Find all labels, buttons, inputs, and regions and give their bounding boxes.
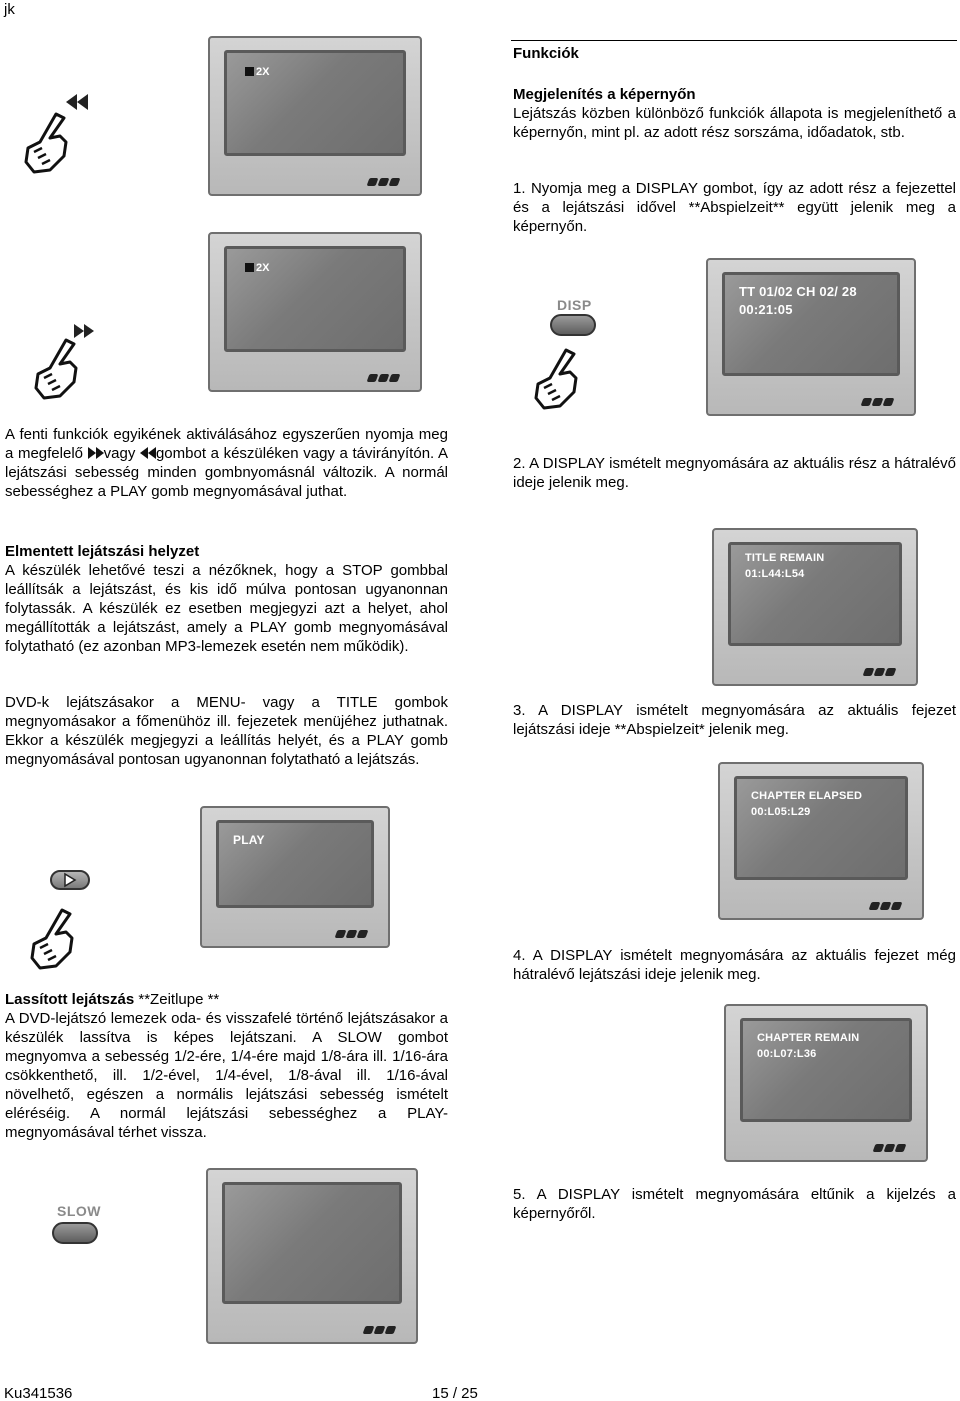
tv-monitor-title-remain [712,528,918,686]
osd-time: 00:21:05 [739,302,793,317]
play-button[interactable] [50,870,90,890]
footer-page-number: 15 / 25 [432,1385,478,1401]
menu-paragraph: DVD-k lejátszásakor a MENU- vagy a TITLE gombok megnyomásakor a főmenühöz ill. fejezetek menüjéhez juthatnak. Ekkor a készülék megjegyzi a leállítás helyét, és a PLAY gomb megnyomásával pontosan ugyanonnan folytatható a lejátszás. [5,694,448,768]
osd-title-chapter: TT 01/02 CH 02/ 28 [739,284,857,299]
slow-section-title: Lassított lejátszás **Zeitlupe ** [5,991,220,1008]
tv-monitor-chapter-remain [724,1004,928,1162]
hand-pointer-icon [30,338,88,400]
tv-screen [740,1018,912,1122]
step-5-text: 5. A DISPLAY ismételt megnyomására eltűnik a kijelzés a képernyőről. [513,1186,956,1222]
tv-buttons [368,368,404,378]
header-corner-text: jk [4,1,15,18]
tv-buttons [862,392,898,402]
tv-monitor-chapter-elapsed [718,762,924,920]
step-4-text: 4. A DISPLAY ismételt megnyomására az aktuális fejezet még hátralévő lejátszási ideje jelenik meg. [513,947,956,983]
osd-title-remain-time: 01:L44:L54 [745,568,805,580]
tv-buttons [364,1320,400,1330]
slow-button-label: SLOW [57,1203,101,1219]
fast-forward-icon [88,447,104,459]
osd-chapter-remain-time: 00:L07:L36 [757,1048,817,1060]
osd-chapter-remain-label: CHAPTER REMAIN [757,1032,860,1044]
osd-chapter-elapsed-time: 00:L05:L29 [751,806,811,818]
fast-forward-icon [74,324,94,338]
rewind-icon [140,447,156,459]
tv-buttons [336,924,372,934]
tv-buttons [368,172,404,182]
step-1-text: 1. Nyomja meg a DISPLAY gombot, így az adott rész a fejezettel és a lejátszási idővel **Abspielzeit** együtt jelenik meg a képernyőn. [513,180,956,235]
intro-paragraph: Lejátszás közben különböző funkciók állapota is megjeleníthető a képernyőn, mint pl. az adott rész sorszáma, időadatok, stb. [513,105,956,141]
tv-screen [734,776,908,880]
step-2-text: 2. A DISPLAY ismételt megnyomására az aktuális rész a hátralévő ideje jelenik meg. [513,455,956,491]
tv-monitor-title-chapter [706,258,916,416]
tv-monitor-rewind [208,36,422,196]
tv-screen [722,272,900,376]
speed-badge: 2X [245,63,269,82]
tv-buttons [874,1138,910,1148]
tv-monitor-forward [208,232,422,392]
resume-section-title: Elmentett lejátszási helyzet [5,543,200,560]
tv-screen [224,50,406,156]
hand-pointer-icon [20,112,78,174]
step-3-text: 3. A DISPLAY ismételt megnyomására az aktuális fejezet lejátszási ideje **Abspielzeit* jelenik meg. [513,702,956,738]
hand-pointer-icon [530,348,588,410]
section-divider [511,40,957,41]
play-icon [64,874,76,886]
fastplay-paragraph: A fenti funkciók egyikének aktiválásához egyszerűen nyomja meg a megfelelő vagy gombot a készüléken vagy a távirányítón. A lejátszási sebesség minden gombnyomásnál változik. A normál sebességhez a PLAY gomb megnyomásával juthat. [5,426,448,500]
slow-paragraph: A DVD-lejátszó lemezek oda- és visszafelé történő lejátszásakor a készülék lassítva is képes lejátszani. A SLOW gombot megnyomva a sebesség 1/2-ére, 1/4-ére majd 1/8-ára ill. 1/16-ára csökkenthető, ill. 1/2-ével, 1/4-ével, 1/8-ával ill. 1/16-ával növelhető, egészen a normális lejátszási sebesség ismételt eléréséig. A normál lejátszási sebességhez a PLAY-megnyomásával térhet vissza. [5,1010,448,1141]
resume-paragraph: A készülék lehetővé teszi a nézőknek, hogy a STOP gombbal leállítsák a lejátszást, és kis idő múlva pontosan ugyanonnan folytassák. A készülék ez esetben megjegyzi azt a helyet, ahol megállították a lejátszást, amely a PLAY gomb megnyomásával folytatható (ez azonban MP3-lemezek esetén nem működik). [5,562,448,655]
hand-pointer-icon [26,908,84,970]
osd-title-remain-label: TITLE REMAIN [745,552,825,564]
osd-play-label: PLAY [233,833,265,847]
tv-screen [728,542,902,646]
tv-monitor-play [200,806,390,948]
tv-buttons [864,662,900,672]
footer-doc-id: Ku341536 [4,1385,73,1401]
osd-chapter-elapsed-label: CHAPTER ELAPSED [751,790,863,802]
slow-button[interactable] [52,1222,98,1244]
disp-button[interactable] [550,314,596,336]
tv-screen [222,1182,402,1304]
section-title: Funkciók [513,45,579,62]
tv-buttons [870,896,906,906]
tv-screen [224,246,406,352]
subsection-title: Megjelenítés a képernyőn [513,86,696,103]
tv-monitor-slow [206,1168,418,1344]
tv-screen [216,820,374,908]
disp-button-label: DISP [557,297,592,313]
speed-badge: 2X [245,259,269,278]
rewind-icon [66,94,88,110]
